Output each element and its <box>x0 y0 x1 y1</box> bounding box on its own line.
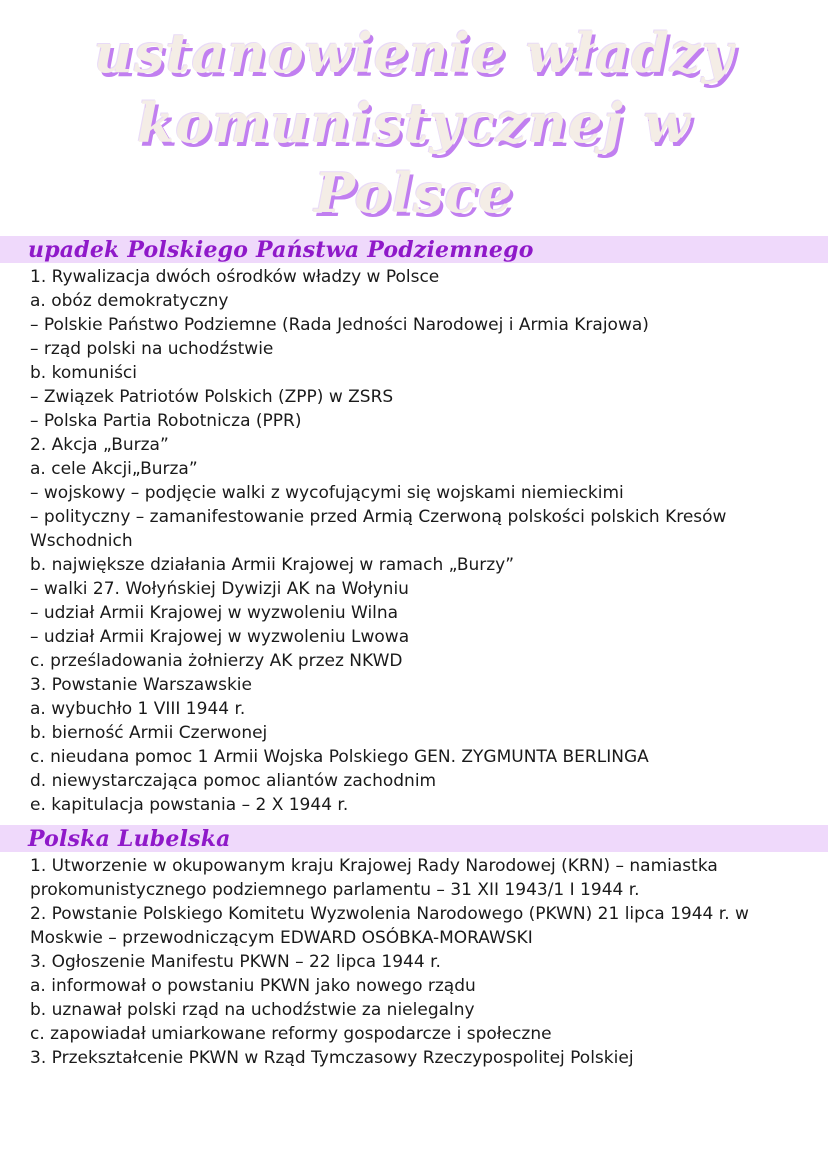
section-heading: upadek Polskiego Państwa Podziemnego <box>28 236 534 263</box>
text-line: e. kapitulacja powstania – 2 X 1944 r. <box>30 795 349 815</box>
text-line: 3. Ogłoszenie Manifestu PKWN – 22 lipca 1944 r. <box>30 952 441 972</box>
text-line: 2. Akcja „Burza” <box>30 435 169 455</box>
page-title <box>0 0 828 228</box>
text-line: – rząd polski na uchodźstwie <box>30 339 274 359</box>
text-line: b. uznawał polski rząd na uchodźstwie za nielegalny <box>30 1000 475 1020</box>
text-line: – polityczny – zamanifestowanie przed Armią Czerwoną polskości polskich Kresów Wschodnich <box>30 507 727 551</box>
title-line: Polsce <box>314 161 514 225</box>
section-header <box>0 825 828 852</box>
text-line: c. prześladowania żołnierzy AK przez NKWD <box>30 651 403 671</box>
text-line: c. zapowiadał umiarkowane reformy gospodarcze i społeczne <box>30 1024 552 1044</box>
text-line: a. cele Akcji„Burza” <box>30 459 198 479</box>
section-content <box>0 263 828 817</box>
title-line: ustanowienie władzy <box>93 21 735 85</box>
text-line: b. największe działania Armii Krajowej w ramach „Burzy” <box>30 555 515 575</box>
text-line: – Polskie Państwo Podziemne (Rada Jedności Narodowej i Armia Krajowa) <box>30 315 649 335</box>
text-line: d. niewystarczająca pomoc aliantów zachodnim <box>30 771 437 791</box>
text-line: 3. Przekształcenie PKWN w Rząd Tymczasowy Rzeczypospolitej Polskiej <box>30 1048 634 1068</box>
text-line: – udział Armii Krajowej w wyzwoleniu Wilna <box>30 603 399 623</box>
text-line: 1. Utworzenie w okupowanym kraju Krajowej Rady Narodowej (KRN) – namiastka prokomunistycznego podziemnego parlamentu – 31 XII 1943/1 I 1944 r. <box>30 856 718 900</box>
section-upadek-pps <box>0 236 828 817</box>
section-content <box>0 852 828 1070</box>
section-heading: Polska Lubelska <box>28 825 231 852</box>
text-line: 3. Powstanie Warszawskie <box>30 675 252 695</box>
text-line: c. nieudana pomoc 1 Armii Wojska Polskiego GEN. ZYGMUNTA BERLINGA <box>30 747 649 767</box>
text-line: – wojskowy – podjęcie walki z wycofującymi się wojskami niemieckimi <box>30 483 624 503</box>
section-polska-lubelska <box>0 825 828 1070</box>
text-line: – Polska Partia Robotnicza (PPR) <box>30 411 302 431</box>
title-line: komunistycznej w <box>136 91 692 155</box>
text-line: a. wybuchło 1 VIII 1944 r. <box>30 699 246 719</box>
text-line: a. obóz demokratyczny <box>30 291 229 311</box>
text-line: b. komuniści <box>30 363 137 383</box>
text-line: – Związek Patriotów Polskich (ZPP) w ZSRS <box>30 387 394 407</box>
section-header <box>0 236 828 263</box>
text-line: 1. Rywalizacja dwóch ośrodków władzy w Polsce <box>30 267 440 287</box>
text-line: b. bierność Armii Czerwonej <box>30 723 268 743</box>
text-line: a. informował o powstaniu PKWN jako nowego rządu <box>30 976 476 996</box>
text-line: 2. Powstanie Polskiego Komitetu Wyzwolenia Narodowego (PKWN) 21 lipca 1944 r. w Moskwie – przewodniczącym EDWARD OSÓBKA-MORAWSKI <box>30 904 749 948</box>
text-line: – udział Armii Krajowej w wyzwoleniu Lwowa <box>30 627 410 647</box>
text-line: – walki 27. Wołyńskiej Dywizji AK na Wołyniu <box>30 579 409 599</box>
